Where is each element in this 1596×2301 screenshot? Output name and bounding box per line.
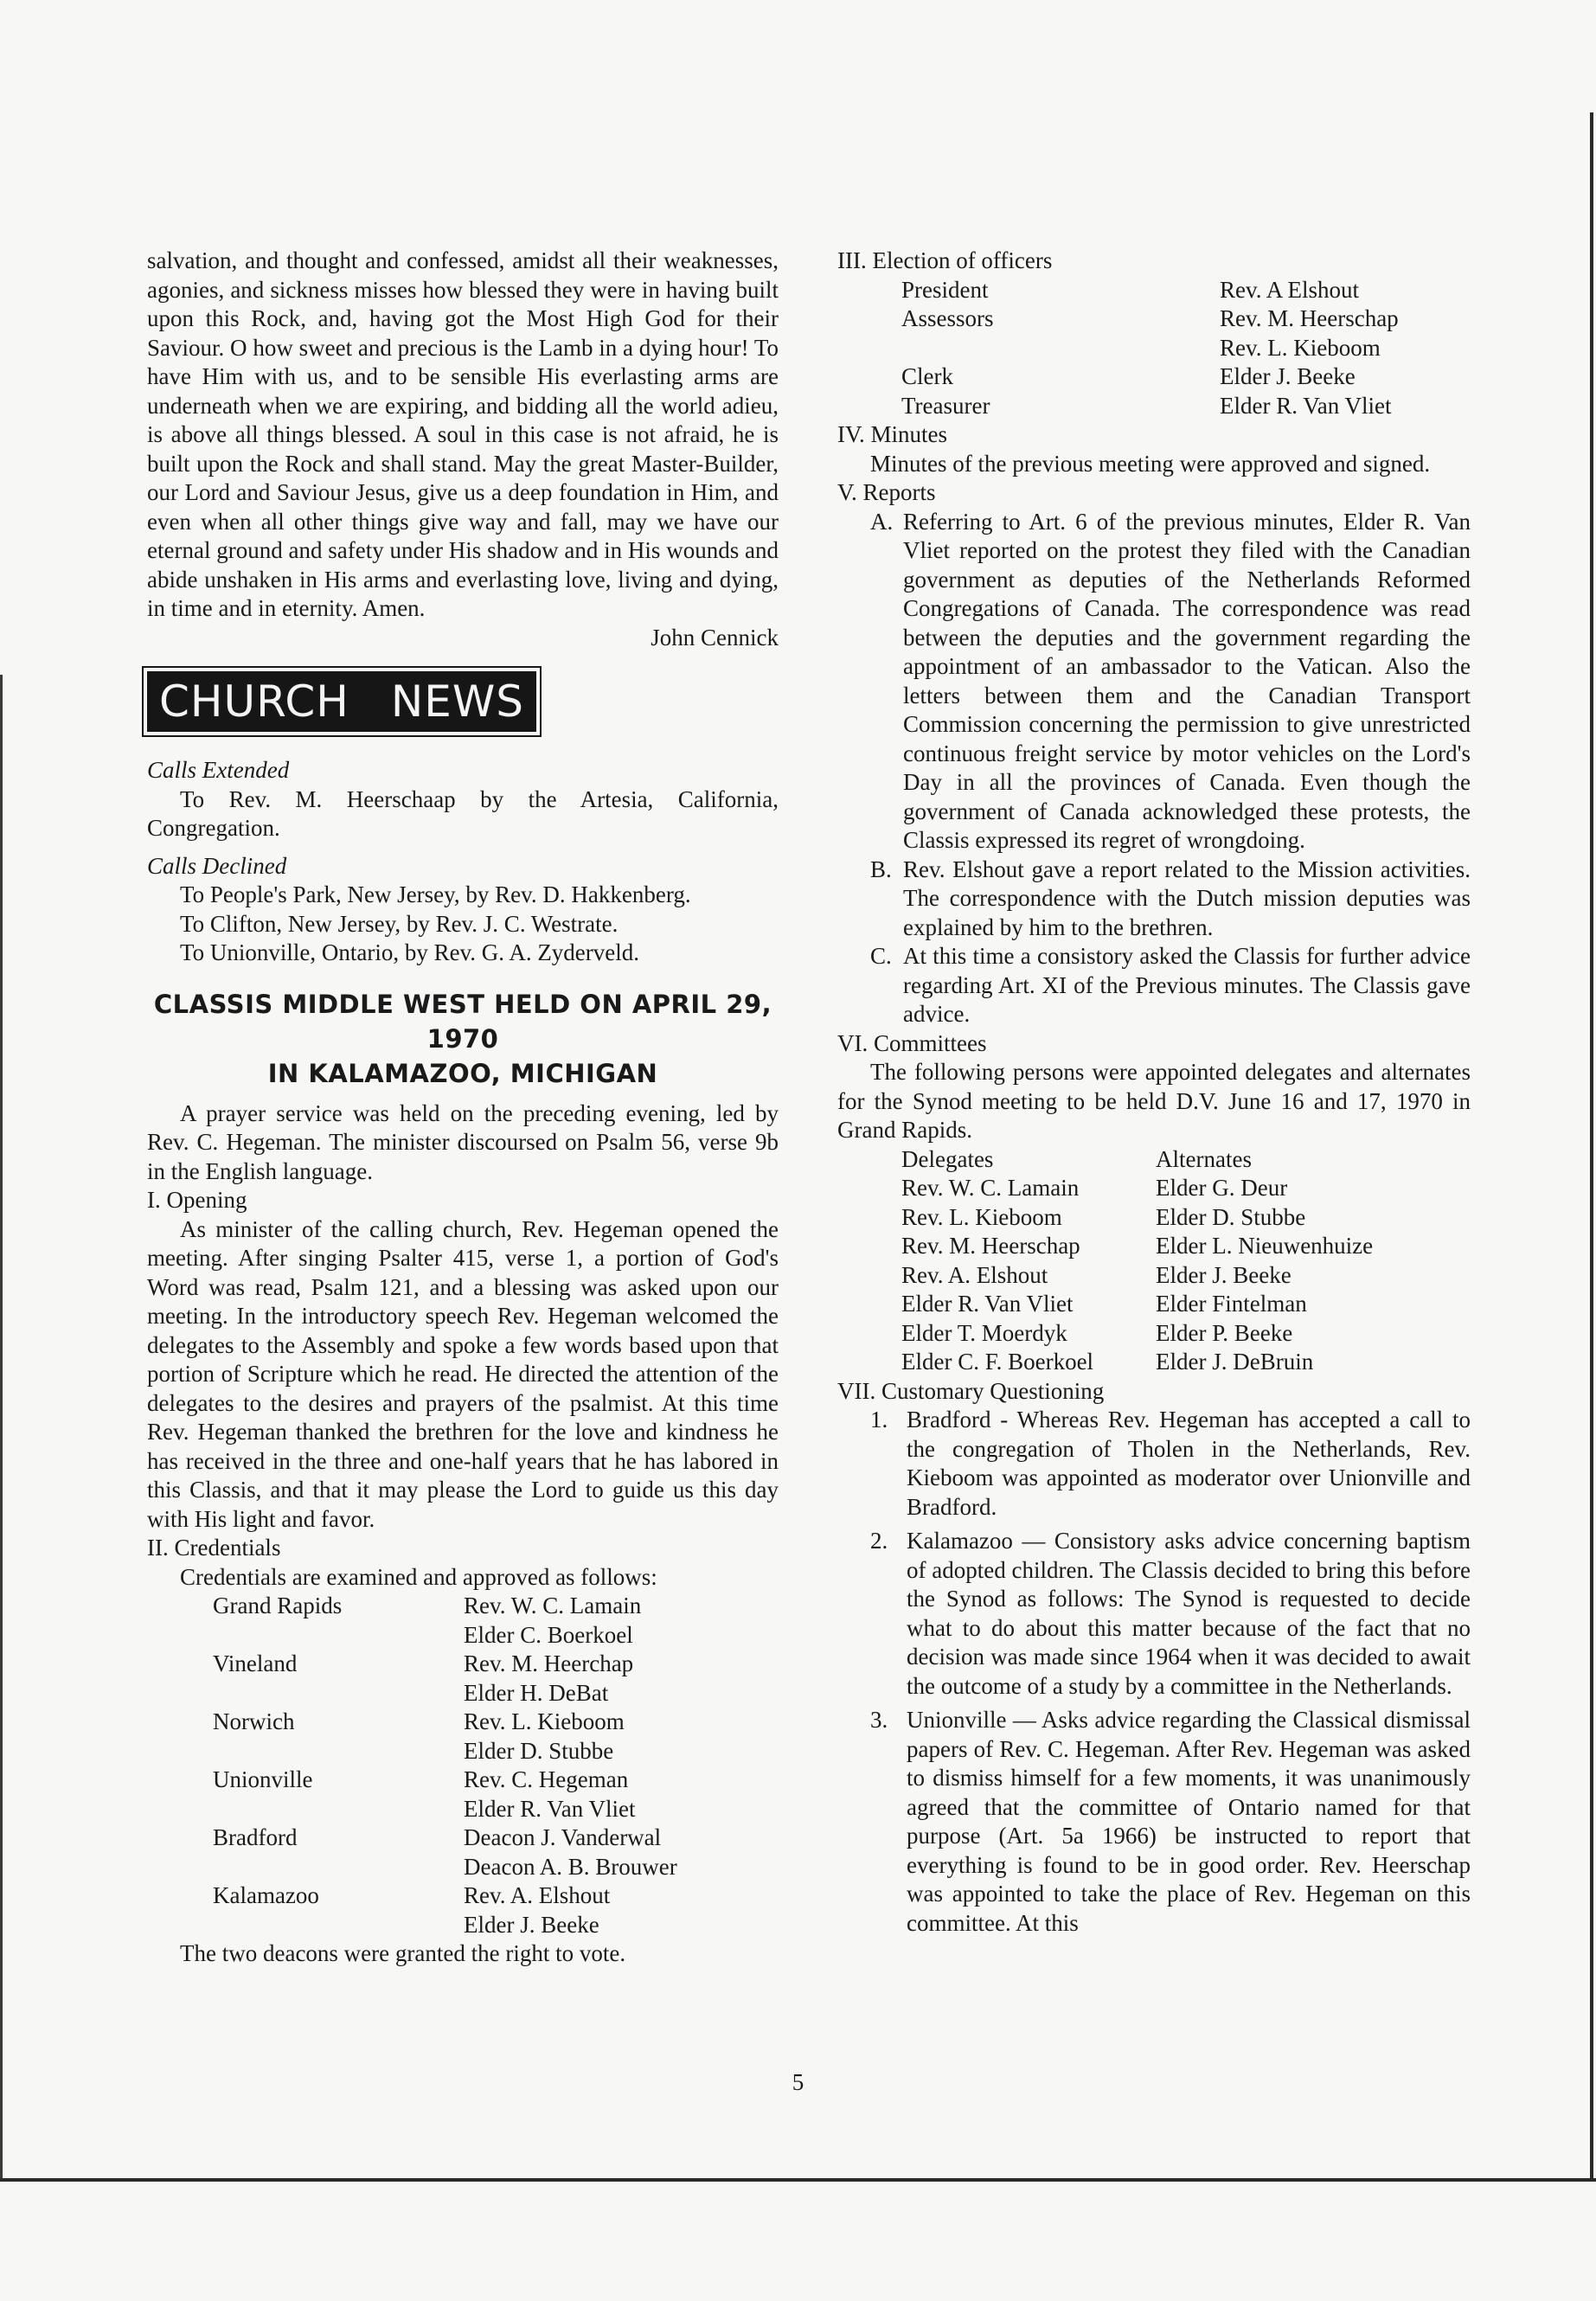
committees-title: VI. Committees <box>837 1029 987 1056</box>
delegate-name: Rev. M. Heerschap <box>901 1233 1080 1259</box>
credentials-person: Elder D. Stubbe <box>464 1737 614 1764</box>
deacons-note: The two deacons were granted the right to vote. <box>180 1940 626 1966</box>
officer-row <box>837 304 1399 334</box>
credentials-row <box>180 1708 677 1737</box>
credentials-person: Deacon A. B. Brouwer <box>464 1853 677 1880</box>
officer-name: Rev. L. Kieboom <box>1220 334 1381 361</box>
calls-extended-title: Calls Extended <box>147 757 290 783</box>
report-label: C. <box>870 943 892 969</box>
credentials-person: Rev. C. Hegeman <box>464 1766 629 1792</box>
credentials-person: Rev. W. C. Lamain <box>464 1593 642 1618</box>
banner-word-1: CHURCH <box>159 676 349 727</box>
report-item <box>837 856 1471 943</box>
officer-role: Assessors <box>901 305 994 331</box>
credentials-person: Rev. A. Elshout <box>464 1882 611 1908</box>
right-column <box>837 247 1471 1943</box>
report-text: Rev. Elshout gave a report related to the Mission activities. The correspondence with the Dutch mission deputies was explained by him to the brethren. <box>903 856 1471 940</box>
alternate-name: Elder Fintelman <box>1156 1291 1307 1317</box>
calls-declined-item: To Unionville, Ontario, by Rev. G. A. Zyderveld. <box>180 939 640 965</box>
delegate-row <box>837 1290 1373 1319</box>
delegate-row <box>837 1174 1373 1203</box>
delegate-row <box>837 1203 1373 1233</box>
report-item <box>837 508 1471 856</box>
credentials-intro: Credentials are examined and approved as follows: <box>180 1563 657 1590</box>
author-signature: John Cennick <box>651 624 779 651</box>
credentials-place: Norwich <box>213 1708 295 1734</box>
questioning-item <box>837 1406 1471 1522</box>
officer-row <box>837 392 1399 421</box>
opening-paragraph: As minister of the calling church, Rev. Hegeman opened the meeting. After singing Psalter 415, verse 1, a portion of God's Word was read, Psalm 121, and a blessing was asked upon our meeting. In the introductory speech Rev. Hegeman welcomed the delegates to the Assembly and spoke a few words based upon that portion of Scripture which he read. He directed the attention of the delegates to the desires and prayers of the psalmist. At this time Rev. Hegeman thanked the brethren for the love and kindness he has received in the three and one-half years that he has labored in this Classis, and that it may please the Lord to guide us this day with His light and favor. <box>147 1215 779 1532</box>
alternate-name: Elder L. Nieuwenhuize <box>1156 1233 1374 1259</box>
delegate-row <box>837 1232 1373 1261</box>
credentials-row <box>180 1679 677 1708</box>
minutes-text: Minutes of the previous meeting were approved and signed. <box>870 450 1431 477</box>
delegate-name: Elder T. Moerdyk <box>901 1319 1067 1346</box>
delegate-name: Rev. L. Kieboom <box>901 1203 1062 1230</box>
credentials-row <box>180 1823 677 1853</box>
church-news-banner <box>147 671 536 732</box>
credentials-person: Rev. L. Kieboom <box>464 1708 625 1734</box>
officer-name: Rev. M. Heerschap <box>1220 305 1399 331</box>
delegate-name: Rev. W. C. Lamain <box>901 1175 1080 1201</box>
alternate-name: Elder P. Beeke <box>1156 1319 1293 1346</box>
classis-heading-line-1: CLASSIS MIDDLE WEST HELD ON APRIL 29, 1970 <box>153 989 772 1054</box>
scan-edge-left <box>0 675 3 2180</box>
questioning-item <box>837 1527 1471 1701</box>
questioning-label: 3. <box>870 1707 888 1733</box>
credentials-person: Deacon J. Vanderwal <box>464 1824 662 1850</box>
calls-declined-title: Calls Declined <box>147 852 287 879</box>
banner-word-2: NEWS <box>390 676 525 727</box>
credentials-row <box>180 1650 677 1679</box>
report-text: Referring to Art. 6 of the previous minutes, Elder R. Van Vliet reported on the protest they filed with the Canadian government as deputies of the Netherlands Reformed Congregations of Canada. The correspondence was read between the deputies and the government regarding the appointment of an ambassador to the Vatican. Also the letters between them and the Canadian Transport Commission concerning the permission to give unrestricted continuous freight service by motor vehicles on the Lord's Day in all the provinces of Canada. Even though the government of Canada acknowledged these protests, the Classis expressed its regret of wrongdoing. <box>903 508 1471 853</box>
officer-role: President <box>901 276 989 303</box>
election-title: III. Election of officers <box>837 247 1053 273</box>
questioning-text: Bradford - Whereas Rev. Hegeman has accepted a call to the congregation of Tholen in the Netherlands, Rev. Kieboom was appointed as moderator over Unionville and Bradford. <box>907 1407 1471 1520</box>
report-label: B. <box>870 856 892 882</box>
credentials-row <box>180 1853 677 1882</box>
credentials-row <box>180 1795 677 1824</box>
officer-role: Treasurer <box>901 392 990 419</box>
officer-name: Rev. A Elshout <box>1220 276 1360 303</box>
questioning-title: VII. Customary Questioning <box>837 1377 1105 1404</box>
credentials-person: Elder R. Van Vliet <box>464 1795 636 1822</box>
alternate-name: Elder D. Stubbe <box>1156 1203 1306 1230</box>
committees-text: The following persons were appointed delegates and alternates for the Synod meeting to be held D.V. June 16 and 17, 1970 in Grand Rapids. <box>837 1059 1471 1143</box>
calls-declined-item: To People's Park, New Jersey, by Rev. D. Hakkenberg. <box>180 881 691 907</box>
calls-declined-item: To Clifton, New Jersey, by Rev. J. C. Westrate. <box>180 910 619 937</box>
delegates-header: Delegates <box>901 1145 994 1172</box>
questioning-text: Kalamazoo — Consistory asks advice concerning baptism of adopted children. The Classis decided to bring this before the Synod as follows: The Synod is requested to decide what to do about this matter because of the fact that no decision was made since 1964 when it was decided to await the outcome of a study by a committee in the Netherlands. <box>907 1528 1471 1699</box>
credentials-place: Bradford <box>213 1824 298 1850</box>
page-number: 5 <box>792 2069 804 2095</box>
report-text: At this time a consistory asked the Classis for further advice regarding Art. XI of the Previous minutes. The Classis gave advice. <box>903 943 1471 1027</box>
credentials-row <box>180 1766 677 1795</box>
credentials-row <box>180 1911 677 1940</box>
scan-edge-right <box>1590 112 1593 2180</box>
credentials-title: II. Credentials <box>147 1535 281 1561</box>
prayer-paragraph: A prayer service was held on the preceding evening, led by Rev. C. Hegeman. The minister discoursed on Psalm 56, verse 9b in the English language. <box>147 1099 779 1184</box>
credentials-row <box>180 1881 677 1911</box>
alternates-header: Alternates <box>1156 1145 1252 1172</box>
officer-row <box>837 334 1399 363</box>
alternate-name: Elder J. Beeke <box>1156 1261 1292 1288</box>
officer-name: Elder R. Van Vliet <box>1220 392 1392 419</box>
credentials-person: Rev. M. Heerchap <box>464 1650 634 1676</box>
alternate-name: Elder J. DeBruin <box>1156 1349 1314 1375</box>
report-item <box>837 942 1471 1029</box>
questioning-label: 1. <box>870 1407 888 1433</box>
officer-role: Clerk <box>901 363 953 389</box>
delegate-name: Elder C. F. Boerkoel <box>901 1349 1094 1375</box>
delegates-table <box>837 1145 1373 1377</box>
credentials-place: Vineland <box>213 1650 298 1676</box>
intro-paragraph: salvation, and thought and confessed, amidst all their weaknesses, agonies, and sickness misses how blessed they were in having built upon this Rock, and, having got the Most High God for their Saviour. O how sweet and precious is the Lamb in a dying hour! To have Him with us, and to be sensible His everlasting arms are underneath when we are expiring, and bidding all the world adieu, is above all things blessed. A soul in this case is not afraid, he is built upon the Rock and shall stand. May the great Master-Builder, our Lord and Saviour Jesus, give us a deep foundation in Him, and even when all other things give way and fall, may we have our eternal ground and safety under His shadow and in His wounds and abide unshaken in His arms and everlasting love, living and dying, in time and in eternity. Amen. <box>147 247 779 621</box>
officer-row <box>837 362 1399 392</box>
scan-edge-bottom <box>0 2178 1596 2182</box>
reports-title: V. Reports <box>837 479 936 505</box>
credentials-place: Grand Rapids <box>213 1593 343 1618</box>
delegates-header-row <box>837 1145 1373 1175</box>
minutes-title: IV. Minutes <box>837 421 948 447</box>
credentials-place: Unionville <box>213 1766 313 1792</box>
left-column <box>147 247 779 1969</box>
credentials-row <box>180 1737 677 1766</box>
credentials-row <box>180 1621 677 1650</box>
officer-name: Elder J. Beeke <box>1220 363 1356 389</box>
report-label: A. <box>870 508 894 535</box>
delegate-name: Elder R. Van Vliet <box>901 1291 1074 1317</box>
officers-table <box>837 276 1399 421</box>
classis-heading-line-2: IN KALAMAZOO, MICHIGAN <box>267 1058 658 1088</box>
credentials-person: Elder H. DeBat <box>464 1679 609 1706</box>
questioning-label: 2. <box>870 1528 888 1554</box>
delegate-row <box>837 1319 1373 1349</box>
credentials-row <box>180 1592 677 1621</box>
opening-title: I. Opening <box>147 1187 247 1213</box>
officer-row <box>837 276 1399 305</box>
credentials-table <box>180 1592 677 1939</box>
delegate-name: Rev. A. Elshout <box>901 1261 1048 1288</box>
credentials-person: Elder J. Beeke <box>464 1911 599 1938</box>
delegate-row <box>837 1261 1373 1291</box>
calls-extended-text: To Rev. M. Heerschaap by the Artesia, California, Congregation. <box>147 785 779 841</box>
credentials-place: Kalamazoo <box>213 1882 319 1908</box>
delegate-row <box>837 1348 1373 1377</box>
questioning-item <box>837 1706 1471 1938</box>
credentials-person: Elder C. Boerkoel <box>464 1621 633 1648</box>
classis-heading <box>147 987 779 1091</box>
questioning-text: Unionville — Asks advice regarding the Classical dismissal papers of Rev. C. Hegeman. After Rev. Hegeman was asked to dismiss himself for a few moments, it was unanimously agreed that the committee of Ontario named for that purpose (Art. 5a 1966) be instructed to report that everything is found to be in good order. Rev. Heerschap was appointed to take the place of Rev. Hegeman on this committee. At this <box>907 1707 1471 1936</box>
alternate-name: Elder G. Deur <box>1156 1175 1288 1201</box>
